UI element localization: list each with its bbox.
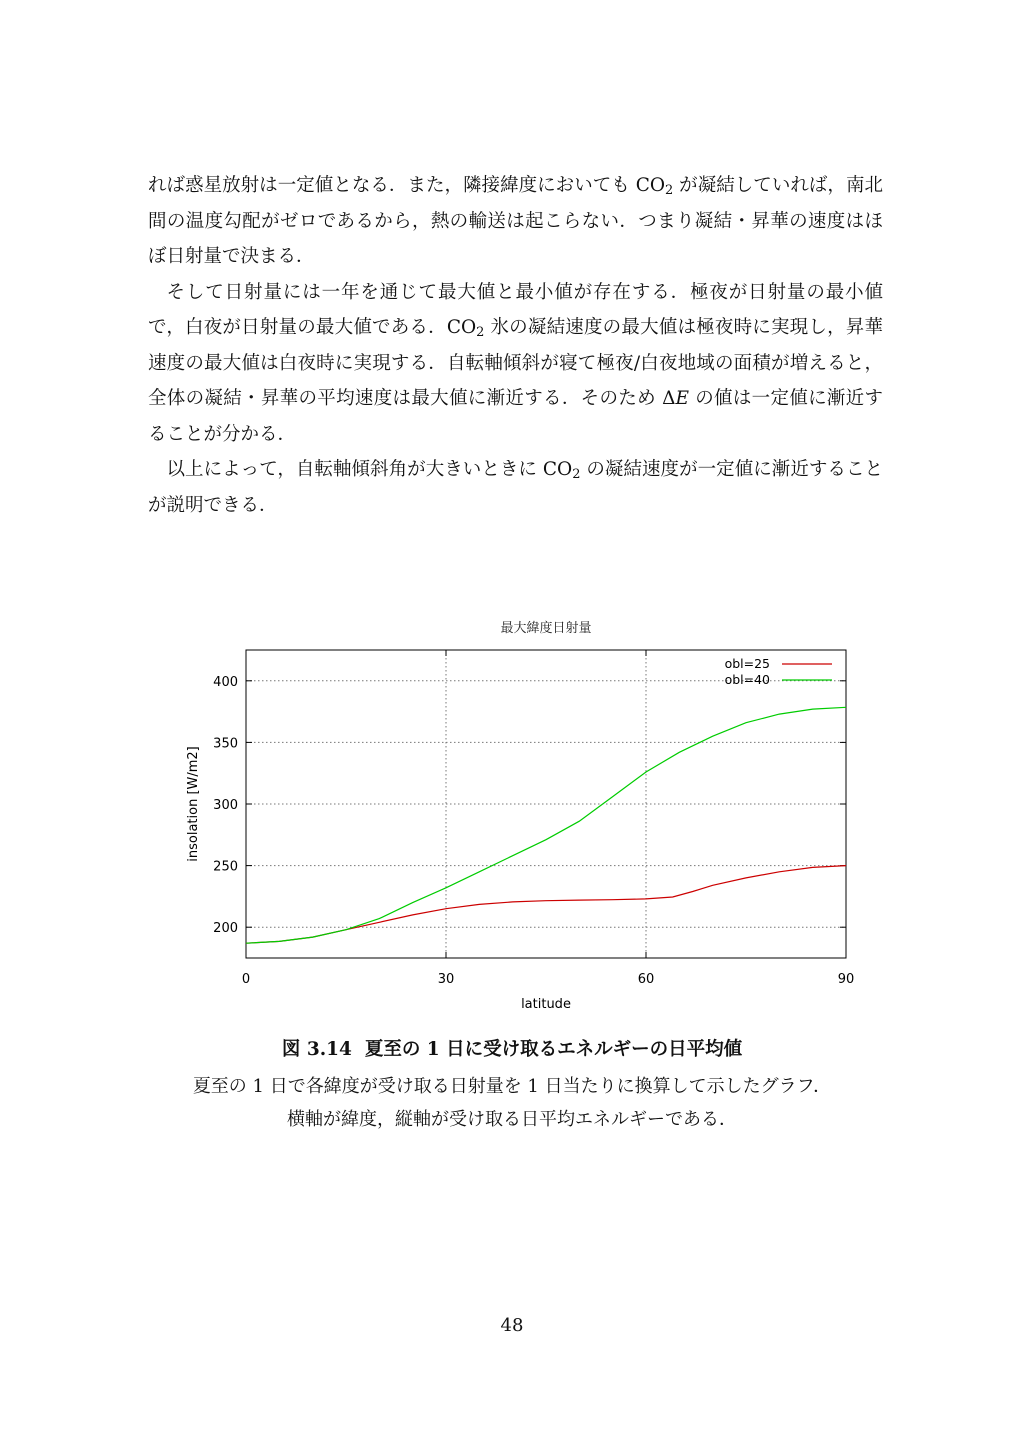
chart-title: 最大緯度日射量 — [500, 621, 592, 636]
figure-caption-line-1: 夏至の 1 日で各緯度が受け取る日射量を 1 日当たりに換算して示したグラフ． — [192, 1076, 832, 1097]
figure-label: 図 3.14 — [281, 1039, 352, 1060]
x-tick-label: 90 — [837, 972, 855, 987]
math-symbol: E — [675, 388, 689, 409]
figure-caption-title — [0, 1035, 1024, 1061]
insolation-chart — [170, 605, 870, 1025]
figure-caption-line-2: 横軸が緯度，縦軸が受け取る日平均エネルギーである． — [287, 1109, 737, 1130]
y-tick-label: 250 — [213, 859, 238, 875]
chart-svg — [170, 605, 870, 1025]
text-run: 氷の凝結速度の最大値は極夜時に実現し，昇華速度の最大値は白夜時に実現する．自転軸傾斜が寝て極夜/白夜地域の面積が増えると，全体の凝結・昇華の平均速度は最大値に漸近する．そのため Δ — [148, 317, 883, 409]
text-run: の値は一定値に漸近することが分かる． — [148, 388, 883, 445]
y-tick-label: 350 — [213, 736, 238, 752]
text-run: そして日射量には一年を通じて最大値と最小値が存在する．極夜が日射量の最小値で，白夜が日射量の最大値である．CO — [148, 281, 883, 338]
y-tick-label: 300 — [213, 798, 238, 813]
text-run: の凝結速度が一定値に漸近することが説明できる． — [148, 459, 883, 516]
paragraph-1 — [148, 168, 883, 275]
legend-label: obl=25 — [724, 656, 770, 671]
y-tick-label: 400 — [213, 674, 238, 690]
subscript: 2 — [665, 183, 674, 199]
x-tick-label: 30 — [437, 972, 455, 987]
subscript: 2 — [572, 467, 581, 483]
y-axis-label: insolation [W/m2] — [186, 746, 201, 862]
text-run: 以上によって，自転軸傾斜角が大きいときに CO — [166, 459, 573, 480]
text-run: れば惑星放射は一定値となる．また，隣接緯度においても CO — [148, 175, 666, 196]
y-tick-label: 200 — [213, 921, 238, 937]
x-axis-label: latitude — [521, 997, 571, 1012]
text-run: が凝結していれば，南北間の温度勾配がゼロであるから，熱の輸送は起こらない．つまり凝結・昇華の速度はほぼ日射量で決まる． — [148, 175, 883, 267]
body-text — [148, 168, 883, 523]
x-tick-label: 0 — [241, 972, 251, 987]
x-tick-label: 60 — [637, 972, 655, 987]
paragraph-3 — [148, 452, 883, 523]
legend-label: obl=40 — [724, 672, 770, 687]
subscript: 2 — [476, 325, 485, 341]
page-number: 48 — [500, 1315, 524, 1336]
figure-title: 夏至の 1 日に受け取るエネルギーの日平均値 — [364, 1039, 743, 1060]
paragraph-2 — [148, 275, 883, 453]
